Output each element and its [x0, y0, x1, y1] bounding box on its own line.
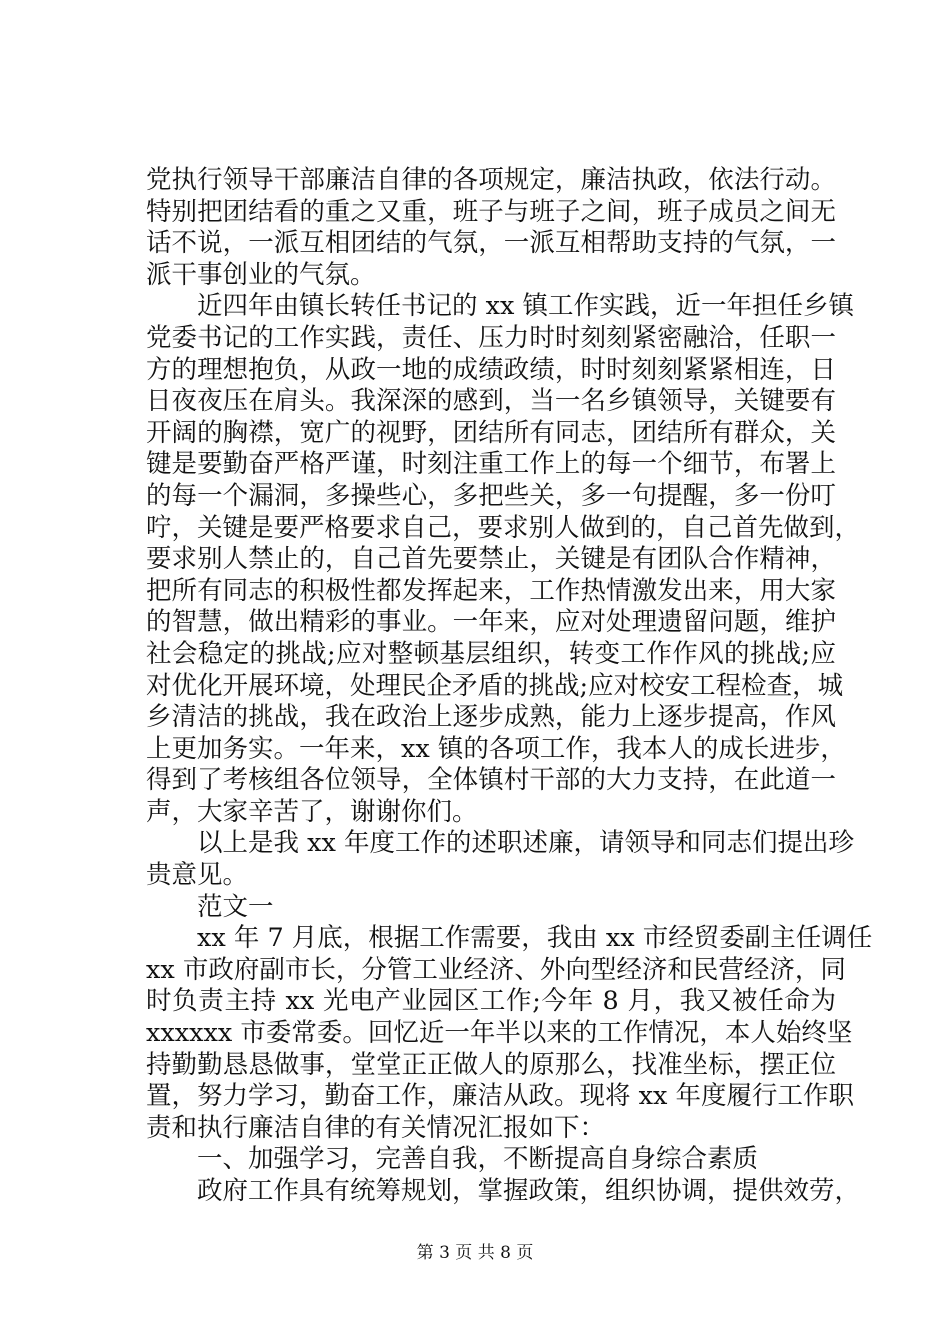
text-line: 时负责主持 xx 光电产业园区工作;今年 8 月，我又被任命为	[146, 986, 836, 1017]
text-line: 日夜夜压在肩头。我深深的感到，当一名乡镇领导，关键要有	[146, 386, 836, 417]
text-line: 责和执行廉洁自律的有关情况汇报如下：	[146, 1112, 606, 1143]
text-line: 开阔的胸襟，宽广的视野，团结所有同志，团结所有群众，关	[146, 417, 836, 448]
text-line: 范文一	[197, 891, 274, 922]
text-line: 持勤勤恳恳做事，堂堂正正做人的原那么，找准坐标，摆正位	[146, 1049, 836, 1080]
text-line: 社会稳定的挑战;应对整顿基层组织，转变工作作风的挑战;应	[146, 638, 836, 669]
text-line: 话不说，一派互相团结的气氛，一派互相帮助支持的气氛，一	[146, 228, 836, 259]
text-line: 上更加务实。一年来，xx 镇的各项工作，我本人的成长进步，	[146, 733, 846, 764]
text-line: 特别把团结看的重之又重，班子与班子之间，班子成员之间无	[146, 196, 836, 227]
text-line: 把所有同志的积极性都发挥起来，工作热情激发出来，用大家	[146, 575, 836, 606]
text-line: 声，大家辛苦了，谢谢你们。	[146, 796, 478, 827]
text-line: 咛，关键是要严格要求自己，要求别人做到的，自己首先做到，	[146, 512, 861, 543]
text-line: 政府工作具有统筹规划，掌握政策，组织协调，提供效劳，	[197, 1176, 861, 1206]
text-line: xx 市政府副市长，分管工业经济、外向型经济和民营经济，同	[146, 954, 846, 985]
text-line: xxxxxx 市委常委。回忆近一年半以来的工作情况，本人始终坚	[146, 1018, 853, 1049]
text-line: 一、加强学习，完善自我，不断提高自身综合素质	[197, 1144, 759, 1175]
page-footer: 第 3 页 共 8 页	[416, 1243, 534, 1263]
document-body	[146, 165, 873, 1208]
text-line: 近四年由镇长转任书记的 xx 镇工作实践，近一年担任乡镇	[197, 291, 854, 322]
text-line: 以上是我 xx 年度工作的述职述廉，请领导和同志们提出珍	[197, 828, 854, 859]
text-line: 派干事创业的气氛。	[146, 259, 376, 290]
text-line: 得到了考核组各位领导，全体镇村干部的大力支持，在此道一	[146, 765, 836, 796]
text-line: xx 年 7 月底，根据工作需要，我由 xx 市经贸委副主任调任	[197, 923, 873, 954]
text-line: 方的理想抱负，从政一地的成绩政绩，时时刻刻紧紧相连，日	[146, 354, 836, 385]
text-line: 乡清洁的挑战，我在政治上逐步成熟，能力上逐步提高，作风	[146, 702, 836, 733]
text-line: 党委书记的工作实践，责任、压力时时刻刻紧密融洽，任职一	[146, 322, 836, 353]
text-line: 贵意见。	[146, 860, 249, 891]
text-line: 键是要勤奋严格严谨，时刻注重工作上的每一个细节，布署上	[146, 449, 836, 480]
text-line: 的每一个漏洞，多操些心，多把些关，多一句提醒，多一份叮	[146, 480, 836, 511]
text-line: 置，努力学习，勤奋工作，廉洁从政。现将 xx 年度履行工作职	[146, 1081, 854, 1112]
text-line: 对优化开展环境，处理民企矛盾的挑战;应对校安工程检查，城	[146, 670, 844, 701]
text-line: 的智慧，做出精彩的事业。一年来，应对处理遗留问题，维护	[146, 607, 836, 638]
text-line: 党执行领导干部廉洁自律的各项规定，廉洁执政，依法行动。	[146, 165, 836, 195]
text-line: 要求别人禁止的，自己首先要禁止，关键是有团队合作精神，	[146, 544, 836, 575]
